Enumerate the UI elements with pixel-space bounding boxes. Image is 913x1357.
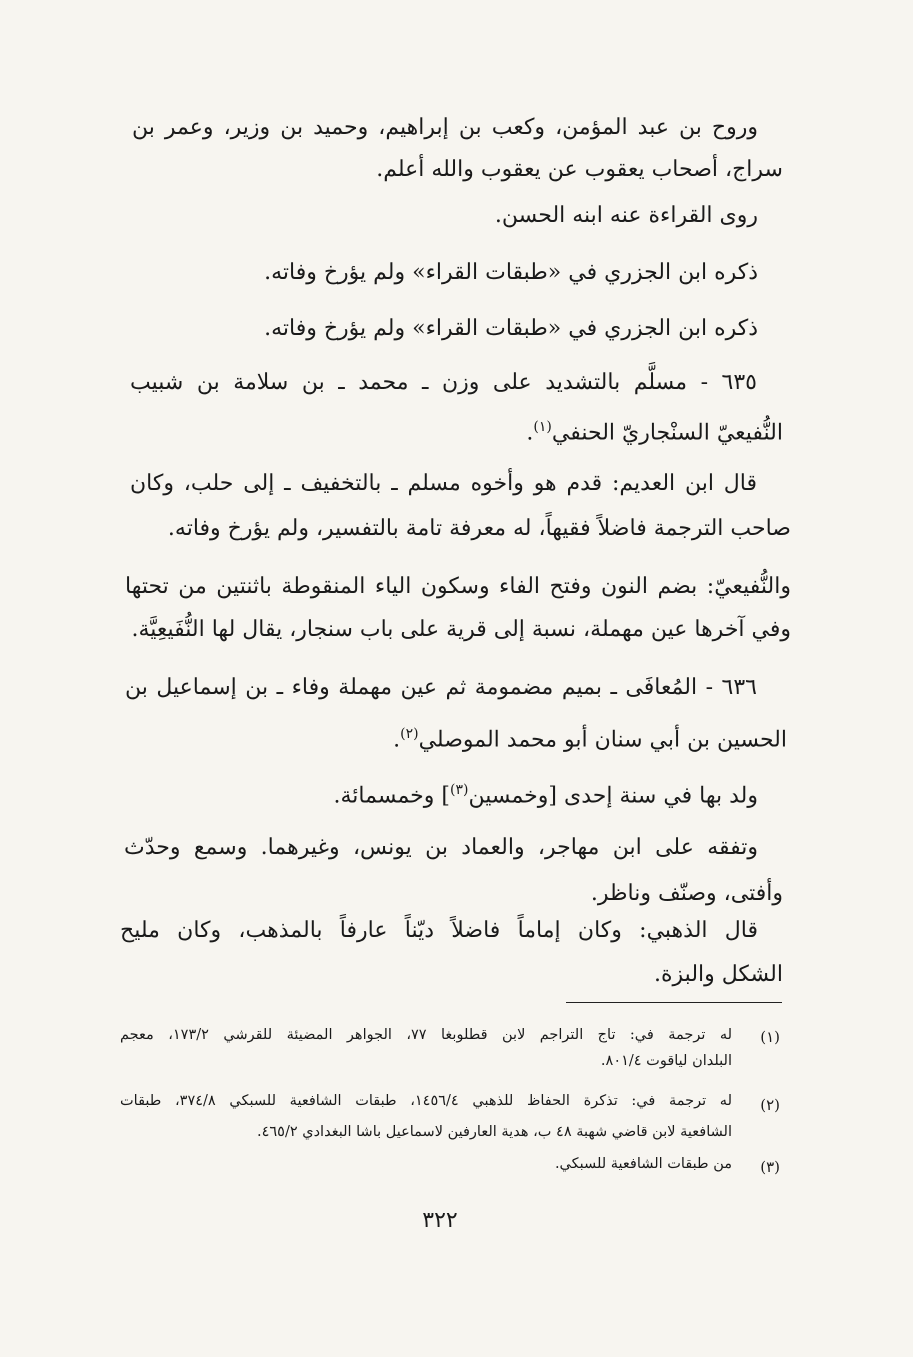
footnote-ref-3: (٣) [449,782,469,798]
text-line [393,718,787,756]
footnote-ref-2: (٢) [400,726,419,742]
entry-heading-635: ٦٣٥ - مسلَّم بالتشديد على وزن ـ محمد ـ بن سلامة بن شبيب [130,370,757,395]
birth-text: ولد بها في سنة إحدى [وخمسين [468,783,758,809]
text-line [526,411,783,449]
text-line: صاحب الترجمة فاضلاً فقيهاً، له معرفة تامة بالتفسير، ولم يؤرخ وفاته. [167,516,791,541]
text-line: قال ابن العديم: قدم هو وأخوه مسلم ـ بالتخفيف ـ إلى حلب، وكان [130,471,757,496]
text-line: قال الذهبي: وكان إماماً فاضلاً ديّناً عارفاً بالمذهب، وكان مليح [120,918,758,943]
page-number: ٣٢٢ [422,1208,458,1233]
text-line: الشكل والبزة. [654,962,783,987]
footnote-ref-1: (١) [533,419,552,435]
footnote-line: له ترجمة في: تذكرة الحفاظ للذهبي ١٤٥٦/٤، طبقات الشافعية للسبكي ٣٧٤/٨، طبقات [120,1093,732,1109]
text-line: وأفتى، وصنّف وناظر. [590,881,783,906]
footnote-number-1: (١) [760,1028,780,1046]
text-line: وروح بن عبد المؤمن، وكعب بن إبراهيم، وحميد بن وزير، وعمر بن [132,115,758,140]
period: . [393,727,401,753]
text-line: سراج، أصحاب يعقوب عن يعقوب والله أعلم. [376,157,783,182]
entry-heading-636: ٦٣٦ - المُعافَى ـ بميم مضمومة ثم عين مهملة وفاء ـ بن إسماعيل بن [125,675,757,700]
footnote-line: الشافعية لابن قاضي شهبة ٤٨ ب، هدية العارفين لاسماعيل باشا البغدادي ٤٦٥/٢. [256,1124,732,1140]
footnote-line: البلدان لياقوت ٨٠١/٤. [600,1053,732,1069]
footnote-line: من طبقات الشافعية للسبكي. [554,1156,732,1172]
text-line: وتفقه على ابن مهاجر، والعماد بن يونس، وغيرهما. وسمع وحدّث [124,835,758,860]
footnote-line: له ترجمة في: تاج التراجم لابن قطلوبغا ٧٧، الجواهر المضيئة للقرشي ١٧٣/٢، معجم [120,1027,733,1043]
entry-name-text: الحسين بن أبي سنان أبو محمد الموصلي [418,727,787,753]
period: . [526,420,534,446]
footnote-number-2: (٢) [760,1096,780,1114]
text-line: والنُّفيعيّ: بضم النون وفتح الفاء وسكون الياء المنقوطة باثنتين من تحتها [125,574,791,599]
footnote-number-3: (٣) [760,1158,780,1176]
footnote-separator [566,1002,782,1003]
birth-text-end: ] وخمسمائة. [333,783,450,809]
text-line [334,774,759,812]
text-line: وفي آخرها عين مهملة، نسبة إلى قرية على باب سنجار، يقال لها النُّفَيعِيَّة. [131,617,791,642]
entry-name-text: النُّفيعيّ السنْجاريّ الحنفي [551,420,783,446]
text-line: ذكره ابن الجزري في «طبقات القراء» ولم يؤرخ وفاته. [264,316,758,341]
text-line: ذكره ابن الجزري في «طبقات القراء» ولم يؤرخ وفاته. [264,260,758,285]
text-line: روى القراءة عنه ابنه الحسن. [494,203,758,228]
